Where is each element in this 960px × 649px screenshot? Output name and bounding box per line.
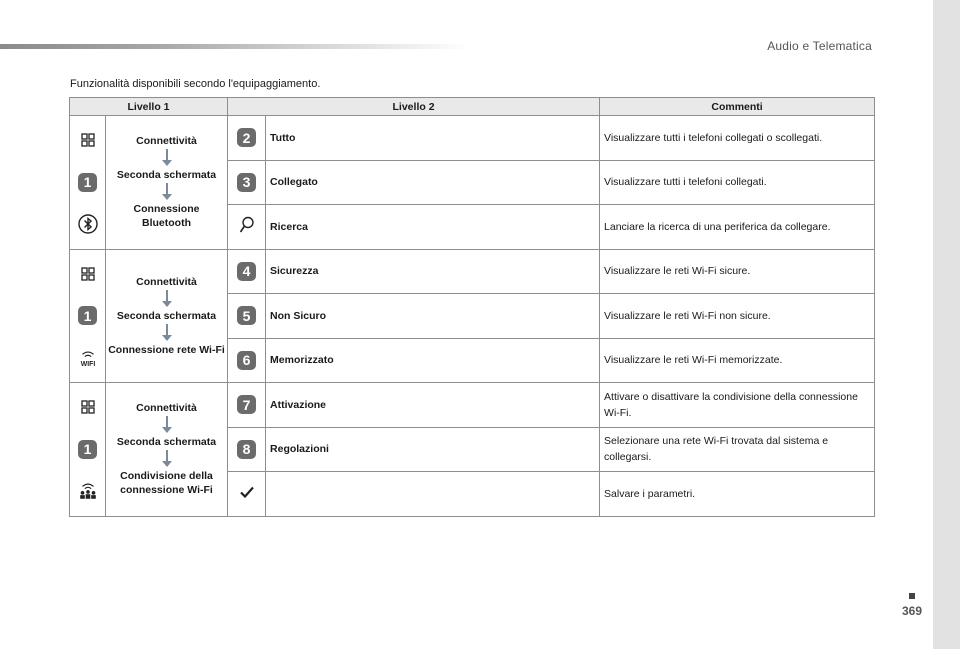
path-step-target: Condivisione della connessione Wi-Fi — [120, 470, 213, 497]
step-badge-5: 5 — [237, 306, 256, 325]
page-number: 369 — [902, 604, 923, 618]
step-badge-1: 1 — [78, 173, 97, 192]
header-decorative-bar — [0, 44, 470, 49]
bluetooth-icon — [77, 213, 99, 235]
search-icon — [239, 225, 255, 237]
level2-label — [266, 472, 600, 517]
table-row — [70, 249, 875, 294]
comment: Lanciare la ricerca di una periferica da collegare. — [600, 205, 875, 250]
comment: Visualizzare le reti Wi-Fi memorizzate. — [600, 338, 875, 383]
grid-icon — [77, 396, 99, 418]
header-commenti: Commenti — [600, 98, 875, 116]
arrow-down-icon — [162, 290, 172, 308]
level1-path-cell — [106, 116, 228, 250]
level2-badge-cell — [228, 294, 266, 339]
path-step-target: Connessione rete Wi-Fi — [108, 343, 225, 356]
level2-label: Tutto — [266, 116, 600, 161]
comment: Visualizzare le reti Wi-Fi non sicure. — [600, 294, 875, 339]
comment: Salvare i parametri. — [600, 472, 875, 517]
level2-label: Collegato — [266, 160, 600, 205]
level2-badge-cell — [228, 160, 266, 205]
level2-label: Sicurezza — [266, 249, 600, 294]
level2-badge-cell — [228, 249, 266, 294]
level2-badge-cell — [228, 116, 266, 161]
level2-label: Ricerca — [266, 205, 600, 250]
grid-icon — [77, 129, 99, 151]
grid-icon — [77, 263, 99, 285]
step-badge-3: 3 — [237, 173, 256, 192]
level1-icons-cell — [70, 116, 106, 250]
wifi-icon — [77, 347, 99, 369]
step-badge-2: 2 — [237, 128, 256, 147]
arrow-down-icon — [162, 416, 172, 434]
arrow-down-icon — [162, 183, 172, 201]
level1-path-cell — [106, 383, 228, 517]
level1-icons-cell — [70, 249, 106, 383]
level1-icons-cell — [70, 383, 106, 517]
path-step-seconda-schermata: Seconda schermata — [116, 436, 217, 449]
comment: Attivare o disattivare la condivisione della connessione Wi-Fi. — [600, 383, 875, 428]
level2-icon-cell — [228, 472, 266, 517]
path-step-connettivita: Connettività — [136, 402, 197, 415]
comment: Visualizzare tutti i telefoni collegati. — [600, 160, 875, 205]
checkmark-icon — [240, 489, 254, 501]
header-livello-1: Livello 1 — [70, 98, 228, 116]
level2-badge-cell — [228, 383, 266, 428]
arrow-down-icon — [162, 450, 172, 468]
step-badge-7: 7 — [237, 395, 256, 414]
comment: Visualizzare tutti i telefoni collegati o scollegati. — [600, 116, 875, 161]
path-step-connettivita: Connettività — [136, 135, 197, 148]
level2-label: Attivazione — [266, 383, 600, 428]
arrow-down-icon — [162, 149, 172, 167]
step-badge-1: 1 — [78, 306, 97, 325]
header-livello-2: Livello 2 — [228, 98, 600, 116]
share-wifi-icon — [77, 480, 99, 502]
level2-label: Non Sicuro — [266, 294, 600, 339]
intro-text: Funzionalità disponibili secondo l'equipaggiamento. — [70, 78, 321, 90]
path-step-connettivita: Connettività — [136, 275, 197, 288]
section-title: Audio e Telematica — [767, 39, 872, 53]
wifi-icon-label: WIFI — [80, 361, 95, 368]
level2-label: Memorizzato — [266, 338, 600, 383]
table-header-row — [70, 98, 875, 116]
comment: Visualizzare le reti Wi-Fi sicure. — [600, 249, 875, 294]
step-badge-4: 4 — [237, 262, 256, 281]
arrow-down-icon — [162, 324, 172, 342]
level2-badge-cell — [228, 427, 266, 472]
path-step-seconda-schermata: Seconda schermata — [116, 169, 217, 182]
comment: Selezionare una rete Wi-Fi trovata dal sistema e collegarsi. — [600, 427, 875, 472]
level2-label: Regolazioni — [266, 427, 600, 472]
features-table — [69, 97, 875, 517]
page-marker — [909, 593, 915, 599]
level2-badge-cell — [228, 338, 266, 383]
level1-path-cell — [106, 249, 228, 383]
table-row — [70, 116, 875, 161]
step-badge-1: 1 — [78, 440, 97, 459]
path-step-target: Connessione Bluetooth — [133, 203, 200, 230]
table-row — [70, 383, 875, 428]
step-badge-6: 6 — [237, 351, 256, 370]
step-badge-8: 8 — [237, 440, 256, 459]
level2-icon-cell — [228, 205, 266, 250]
path-step-seconda-schermata: Seconda schermata — [116, 309, 217, 322]
side-strip — [933, 0, 960, 649]
